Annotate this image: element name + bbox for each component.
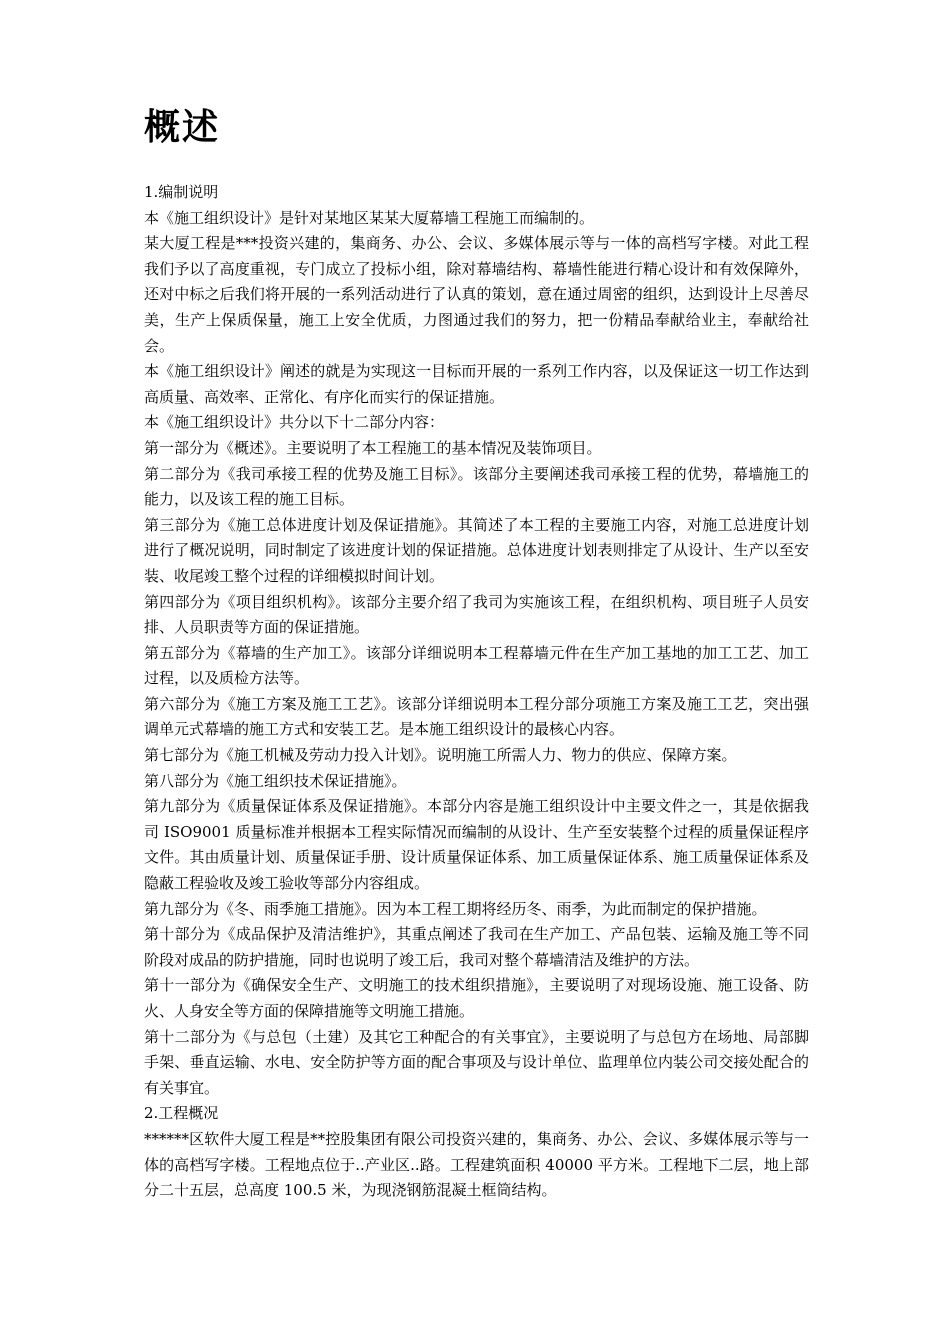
paragraph: 第八部分为《施工组织技术保证措施》。 [144, 771, 407, 790]
paragraph: 本《施工组织设计》阐述的就是为实现这一目标而开展的一系列工作内容，以及保证这一切工作达到高质量、高效率、正常化、有序化而实行的保证措施。 [144, 362, 809, 406]
paragraph: 第十部分为《成品保护及清洁维护》，其重点阐述了我司在生产加工、产品包装、运输及施工等不同阶段对成品的防护措施，同时也说明了竣工后，我司对整个幕墙清洁及维护的方法。 [144, 925, 809, 969]
paragraph: 本《施工组织设计》是针对某地区某某大厦幕墙工程施工而编制的。 [144, 208, 595, 227]
paragraph: 第三部分为《施工总体进度计划及保证措施》。其简述了本工程的主要施工内容，对施工总进度计划进行了概况说明，同时制定了该进度计划的保证措施。总体进度计划表则排定了从设计、生产以至安装、收尾竣工整个过程的详细模拟时间计划。 [144, 515, 809, 585]
paragraph: 第十一部分为《确保安全生产、文明施工的技术组织措施》，主要说明了对现场设施、施工设备、防火、人身安全等方面的保障措施等文明施工措施。 [144, 976, 809, 1020]
section-heading-project-overview: 2.工程概况 [144, 1104, 219, 1123]
document-title: 概述 [144, 107, 221, 148]
paragraph: 第六部分为《施工方案及施工工艺》。该部分详细说明本工程分部分项施工方案及施工工艺，突出强调单元式幕墙的施工方式和安装工艺。是本施工组织设计的最核心内容。 [144, 694, 809, 739]
paragraph: 第一部分为《概述》。主要说明了本工程施工的基本情况及装饰项目。 [144, 438, 602, 457]
paragraph: 某大厦工程是***投资兴建的，集商务、办公、会议、多媒体展示等与一体的高档写字楼。对此工程我们予以了高度重视，专门成立了投标小组，除对幕墙结构、幕墙性能进行精心设计和有效保障外，还对中标之后我们将开展的一系列活动进行了认真的策划，意在通过周密的组织，达到设计上尽善尽美，生产上保质保量，施工上安全优质，力图通过我们的努力，把一份精品奉献给业主，奉献给社会。 [144, 234, 809, 355]
paragraph: 本《施工组织设计》共分以下十二部分内容： [144, 413, 445, 432]
paragraph: 第七部分为《施工机械及劳动力投入计划》。说明施工所需人力、物力的供应、保障方案。 [144, 746, 737, 765]
section-heading-compilation-notes: 1.编制说明 [144, 183, 219, 201]
paragraph: 第九部分为《质量保证体系及保证措施》。本部分内容是施工组织设计中主要文件之一，其是依据我司 ISO9001 质量标准并根据本工程实际情况而编制的从设计、生产至安装整个过程的质量保证程序文件。其由质量计划、质量保证手册、设计质量保证体系、加工质量保证体系、施工质量保证体系及隐蔽工程验收及竣工验收等部分内容组成。 [144, 797, 809, 893]
paragraph: 第九部分为《冬、雨季施工措施》。因为本工程工期将经历冬、雨季，为此而制定的保护措施。 [144, 899, 767, 918]
paragraph: 第四部分为《项目组织机构》。该部分主要介绍了我司为实施该工程，在组织机构、项目班子人员安排、人员职责等方面的保证措施。 [144, 592, 809, 637]
document-body [144, 104, 809, 1204]
paragraph: 第五部分为《幕墙的生产加工》。该部分详细说明本工程幕墙元件在生产加工基地的加工工艺、加工过程，以及质检方法等。 [144, 643, 809, 688]
paragraph: 第二部分为《我司承接工程的优势及施工目标》。该部分主要阐述我司承接工程的优势，幕墙施工的能力，以及该工程的施工目标。 [144, 464, 809, 509]
paragraph: ******区软件大厦工程是**控股集团有限公司投资兴建的，集商务、办公、会议、多媒体展示等与一体的高档写字楼。工程地点位于..产业区..路。工程建筑面积 40000 平方米。工程地下二层，地上部分二十五层，总高度 100.5 米，为现浇钢筋混凝土框筒结构。 [144, 1129, 809, 1200]
paragraph: 第十二部分为《与总包（土建）及其它工种配合的有关事宜》，主要说明了与总包方在场地、局部脚手架、垂直运输、水电、安全防护等方面的配合事项及与设计单位、监理单位内装公司交接处配合的有关事宜。 [144, 1027, 809, 1097]
